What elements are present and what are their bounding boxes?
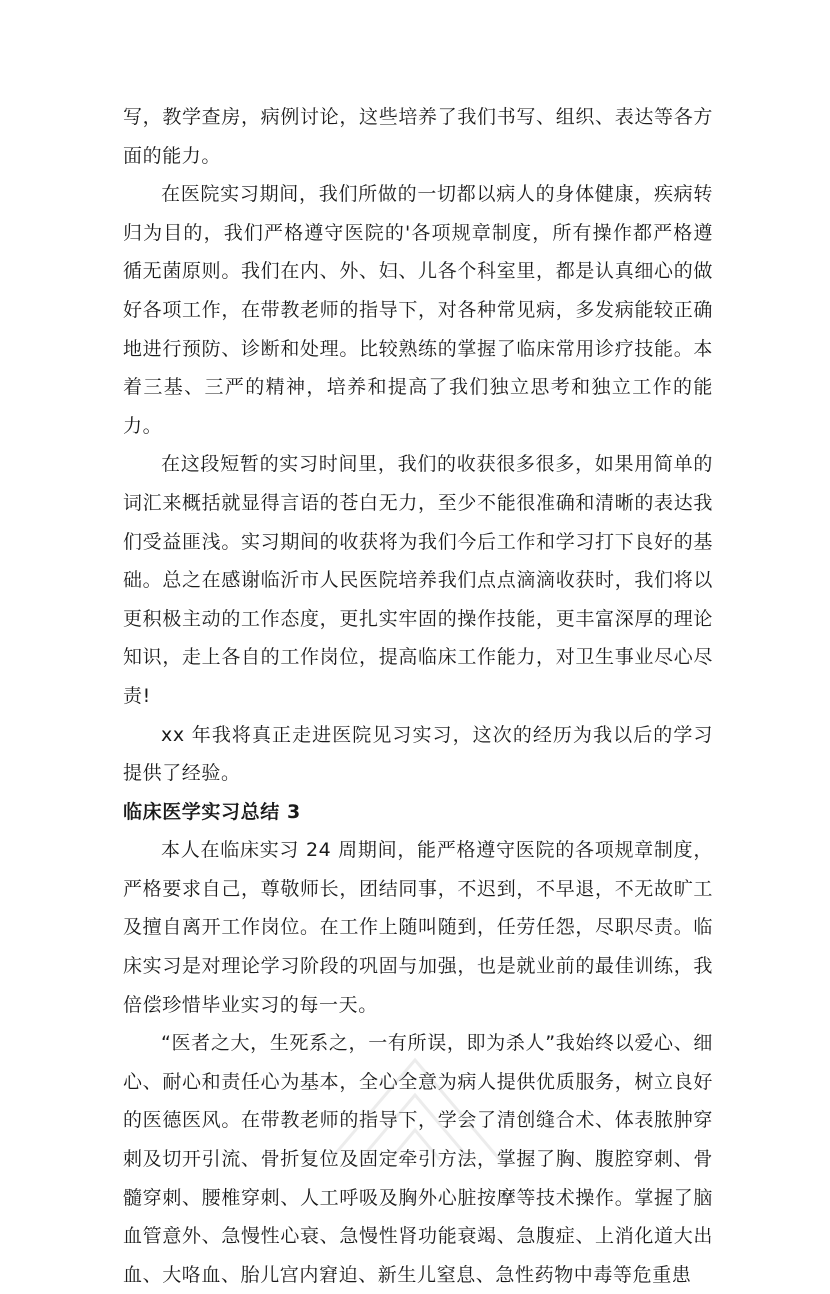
- paragraph-4: xx 年我将真正走进医院见习实习，这次的经历为我以后的学习提供了经验。: [123, 723, 713, 785]
- paragraph-3: 在这段短暂的实习时间里，我们的收获很多很多，如果用简单的词汇来概括就显得言语的苍白无力，至少不能很准确和清晰的表达我们受益匪浅。实习期间的收获将为我们今后工作和学习打下良好的基础。总之在感谢临沂市人民医院培养我们点点滴滴收获时，我们将以更积极主动的工作态度，更扎实牢固的操作技能，更丰富深厚的理论知识，走上各自的工作岗位，提高临床工作能力，对卫生事业尽心尽责!: [123, 453, 713, 707]
- section-paragraph-1: 本人在临床实习 24 周期间，能严格遵守医院的各项规章制度，严格要求自己，尊敬师长，团结同事，不迟到，不早退，不无故旷工及擅自离开工作岗位。在工作上随叫随到，任劳任怨，尽职尽责。临床实习是对理论学习阶段的巩固与加强，也是就业前的最佳训练，我倍偿珍惜毕业实习的每一天。: [123, 839, 713, 1016]
- section-heading: 临床医学实习总结 3: [123, 800, 301, 823]
- watermark-icon: [300, 1040, 530, 1170]
- paragraph-1: 写，教学查房，病例讨论，这些培养了我们书写、组织、表达等各方面的能力。: [123, 106, 713, 167]
- paragraph-2: 在医院实习期间，我们所做的一切都以病人的身体健康，疾病转归为目的，我们严格遵守医院的'各项规章制度，所有操作都严格遵循无菌原则。我们在内、外、妇、儿各个科室里，都是认真细心的做好各项工作，在带教老师的指导下，对各种常见病，多发病能较正确地进行预防、诊断和处理。比较熟练的掌握了临床常用诊疗技能。本着三基、三严的精神，培养和提高了我们独立思考和独立工作的能力。: [123, 183, 713, 437]
- section-paragraph-2: “医者之大，生死系之，一有所误，即为杀人”我始终以爱心、细心、耐心和责任心为基本，全心全意为病人提供优质服务，树立良好的医德医风。在带教老师的指导下，学会了清创缝合术、体表脓肿穿刺及切开引流、骨折复位及固定牵引方法，掌握了胸、腹腔穿刺、骨髓穿刺、腰椎穿刺、人工呼吸及胸外心脏按摩等技术操作。掌握了脑血管意外、急慢性心衰、急慢性肾功能衰竭、急腹症、上消化道大出血、大咯血、胎儿宫内窘迫、新生儿窒息、急性药物中毒等危重患: [123, 1032, 713, 1286]
